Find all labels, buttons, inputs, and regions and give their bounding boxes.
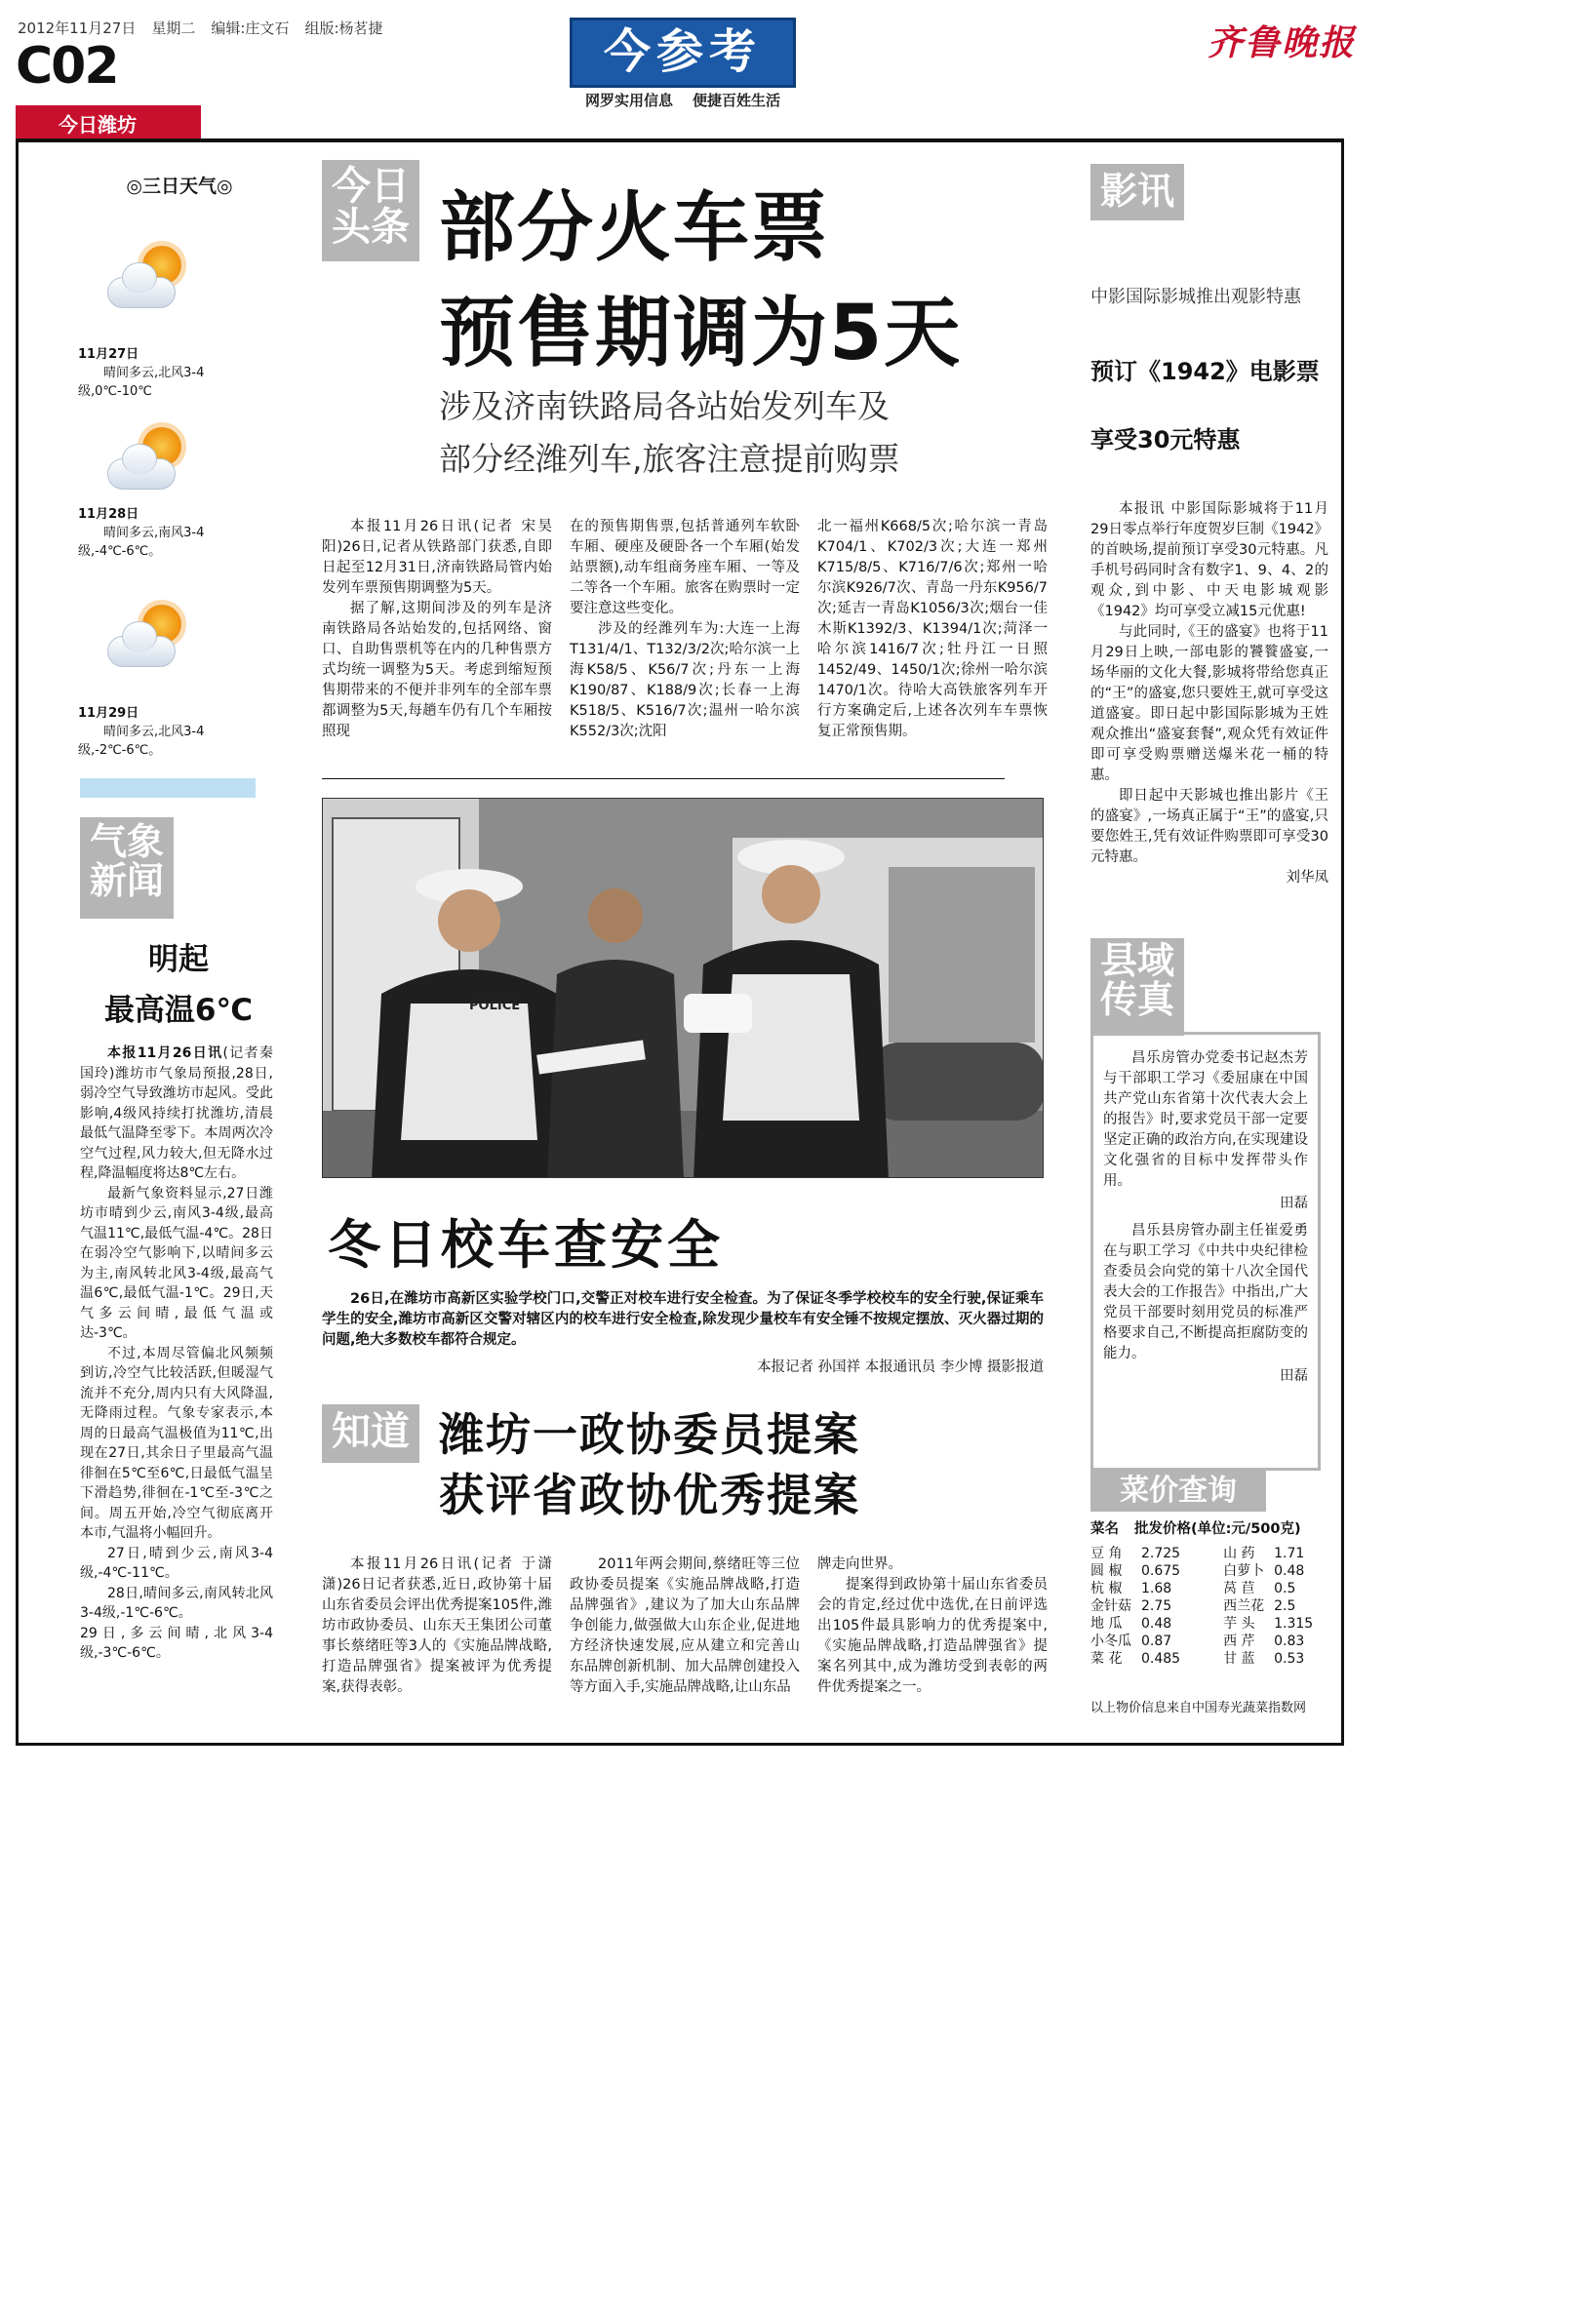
- paragraph: 本报讯 中影国际影城将于11月29日零点举行年度贺岁巨制《1942》的首映场,提前预订享受30元特惠。凡手机号码同时含有数字1、9、4、2的观众,到中影、中天电影城观影《1942》均可享受立减15元优惠!: [1090, 501, 1328, 619]
- subtitle-line: 涉及济南铁路局各站始发列车及: [439, 387, 890, 425]
- kicker-line: 县域: [1099, 939, 1174, 982]
- issue-weekday: 星期二: [151, 20, 196, 37]
- kicker-line: 今日: [332, 164, 410, 209]
- veg-price-row: [1090, 1580, 1319, 1597]
- weather-icon-day1: [107, 246, 187, 308]
- veg-price-row: [1090, 1633, 1319, 1650]
- veg-price-cell: 1.68: [1141, 1581, 1172, 1596]
- title-line: 部分火车票: [439, 184, 830, 272]
- county-item-author: 田磊: [1280, 1368, 1308, 1384]
- banner-slogan-left: 网罗实用信息: [584, 92, 673, 109]
- veg-name-cell: 白萝卜: [1223, 1563, 1265, 1579]
- partly-cloudy-icon: [107, 605, 187, 667]
- proposal-col1: [322, 1555, 552, 1698]
- title-line: 获评省政协优秀提案: [439, 1469, 860, 1521]
- kicker-line: 新闻: [89, 858, 164, 902]
- veg-price-table: [1090, 1545, 1319, 1668]
- paragraph: 本报11月26日讯(记者 宋昊阳)26日,记者从铁路部门获悉,自即日起至12月31日,济南铁路局管内始发列车票预售期调整为5天。: [322, 519, 552, 596]
- veg-price-cell: 0.675: [1141, 1563, 1181, 1579]
- movie-kicker: 影讯: [1090, 164, 1184, 220]
- veg-price-row: [1090, 1545, 1319, 1562]
- county-item: 昌乐房管办党委书记赵杰芳与干部职工学习《委屈康在中国共产党山东省第十次代表大会上的报告》时,要求党员干部一定要坚定正确的政治方向,在实现建设文化强省的目标中发挥带头作用。: [1103, 1050, 1308, 1189]
- banner: [570, 18, 796, 107]
- weather-news-headline: [78, 934, 279, 1036]
- veg-name-cell: 甘 蓝: [1223, 1651, 1255, 1667]
- title-line: 预订《1942》电影票: [1090, 358, 1320, 385]
- paragraph: 即日起中天影城也推出影片《王的盛宴》,一场真正属于“王”的盛宴,只要您姓王,凭有效证件购票即可享受30元特惠。: [1090, 788, 1328, 865]
- paragraph: 28日,晴间多云,南风转北风3-4级,-1℃-6℃。: [80, 1585, 273, 1621]
- title-line: 预售期调为5天: [439, 290, 963, 377]
- paragraph: 牌走向世界。: [817, 1556, 902, 1572]
- veg-price-row: [1090, 1615, 1319, 1633]
- kicker-line: 传真: [1099, 977, 1174, 1021]
- title-line: 潍坊一政协委员提案: [439, 1408, 860, 1461]
- kicker-line: 气象: [89, 820, 164, 863]
- county-item: 昌乐县房管办副主任崔爱勇在与职工学习《中共中央纪律检查委员会向党的第十八次全国代表大会的工作报告》中指出,广大党员干部要时刻用党员的标准严格要求自己,不断提高拒腐防变的能力。: [1103, 1223, 1308, 1361]
- weather-icon-day3: [107, 605, 187, 667]
- movie-author: 刘华凤: [1286, 870, 1328, 886]
- veg-price-cell: 0.48: [1274, 1563, 1305, 1579]
- weather-day-2: [78, 505, 273, 561]
- proposal-col2: [570, 1555, 800, 1698]
- veg-name-cell: 小冬瓜: [1090, 1634, 1131, 1649]
- veg-name-cell: 圆 椒: [1090, 1563, 1123, 1579]
- partly-cloudy-icon: [107, 427, 187, 490]
- veg-name-cell: 杭 椒: [1090, 1581, 1123, 1596]
- veg-price-kicker: 菜价查询: [1090, 1471, 1266, 1512]
- issue-date: 2012年11月27日: [18, 20, 137, 37]
- veg-price-row: [1090, 1650, 1319, 1668]
- paragraph: 29日,多云间晴,北风3-4级,-3℃-6℃。: [80, 1625, 273, 1661]
- proposal-title: [439, 1404, 1024, 1525]
- paragraph: 据了解,这期间涉及的列车是济南铁路局各站始发的,包括网络、窗口、自助售票机等在内的几种售票方式均统一调整为5天。考虑到缩短预售期带来的不便并非列车的全部车票都调整为5天,每趟车仍有几个车厢按照现: [322, 601, 552, 739]
- proposal-kicker: 知道: [322, 1404, 419, 1463]
- weather-divider: [80, 778, 256, 798]
- veg-price-cell: 1.71: [1274, 1546, 1305, 1561]
- photo-illustration: [323, 799, 1044, 1178]
- weather-day-desc: 晴间多云,南风3-4级,-4℃-6℃。: [78, 526, 205, 559]
- weather-day-1: [78, 345, 273, 401]
- school-bus-photo: [322, 798, 1044, 1178]
- veg-name-cell: 豆 角: [1090, 1546, 1123, 1561]
- lead-story-col1: [322, 517, 552, 742]
- divider: [322, 778, 1005, 779]
- movie-body: [1090, 499, 1328, 888]
- veg-name-cell: 西兰花: [1223, 1598, 1265, 1614]
- editor-credit: 编辑:庄文石: [211, 20, 290, 37]
- movie-pre-title: 中影国际影城推出观影特惠: [1090, 287, 1301, 307]
- layout-credit: 组版:杨茗捷: [304, 20, 383, 37]
- title-line: 享受30元特惠: [1090, 426, 1241, 453]
- veg-name-cell: 西 芹: [1223, 1634, 1255, 1649]
- paragraph: 27日,晴到少云,南风3-4级,-4℃-11℃。: [80, 1545, 273, 1581]
- headline-line: 最高温6℃: [103, 993, 254, 1028]
- veg-name-cell: 地 瓜: [1090, 1616, 1123, 1632]
- veg-name-cell: 菜 花: [1090, 1651, 1123, 1667]
- proposal-col3: [817, 1555, 1048, 1698]
- weather-news-kicker: [80, 817, 174, 919]
- weather-news-body: [80, 1044, 273, 1664]
- kicker-line: 头条: [332, 205, 410, 250]
- veg-name-cell: 芋 头: [1223, 1616, 1255, 1632]
- weather-day-date: 11月28日: [78, 507, 139, 522]
- veg-price-row: [1090, 1597, 1319, 1615]
- veg-price-cell: 2.725: [1141, 1546, 1181, 1561]
- weather-day-3: [78, 704, 273, 760]
- paper-logo: 齐鲁晚报: [1208, 22, 1357, 63]
- lead-story-subtitle: [439, 380, 1005, 486]
- page-number: C02: [16, 37, 118, 96]
- weather-day-date: 11月27日: [78, 347, 139, 362]
- photo-story-title: 冬日校车查安全: [328, 1214, 724, 1276]
- lead-story-col2: [570, 517, 800, 742]
- veg-price-cell: 0.485: [1141, 1651, 1181, 1667]
- paragraph: 最新气象资料显示,27日潍坊市晴到少云,南风3-4级,最高气温11℃,最低气温-4℃。28日在弱冷空气影响下,以晴间多云为主,南风转北风3-4级,最高气温6℃,最低气温-1℃。29日,天气多云间晴,最低气温或达-3℃。: [80, 1185, 273, 1341]
- veg-price-cell: 0.87: [1141, 1634, 1172, 1649]
- veg-header-name: 菜名: [1090, 1521, 1119, 1537]
- paragraph: 北一福州K668/5次;哈尔滨一青岛K704/1、K702/3次;大连一郑州K715/8/5、K716/7/6次;郑州一哈尔滨K926/7次、青岛一丹东K956/7次;延吉一青岛K1056/3次;烟台一佳木斯K1392/3、K1394/1次;菏泽一哈尔滨1416/7次;牡丹江一日照1452/49、1450/1次;徐州一哈尔滨1470/1次。待哈大高铁旅客列车开行方案确定后,上述各次列车车票恢复正常预售期。: [817, 519, 1048, 739]
- veg-price-cell: 2.5: [1274, 1598, 1296, 1614]
- weather-day-date: 11月29日: [78, 706, 139, 721]
- lead-dateline: 本报11月26日讯: [107, 1045, 223, 1061]
- veg-price-table-wrap: [1090, 1545, 1334, 1668]
- header-meta: [18, 18, 427, 38]
- weather-day-desc: 晴间多云,北风3-4级,0℃-10℃: [78, 366, 205, 399]
- veg-price-cell: 0.5: [1274, 1581, 1296, 1596]
- veg-price-cell: 2.75: [1141, 1598, 1172, 1614]
- veg-header-price: 批发价格(单位:元/500克): [1134, 1521, 1301, 1537]
- lead-story-kicker: [322, 160, 419, 261]
- veg-price-header: [1090, 1517, 1334, 1538]
- paragraph: 2011年两会期间,蔡绪旺等三位政协委员提案《实施品牌战略,打造品牌强省》,建议为了加大山东品牌争创能力,做强做大山东企业,促进地方经济快速发展,应从建立和完善山东品牌创新机制、加大品牌创建投入等方面入手,实施品牌战略,让山东品: [570, 1556, 800, 1695]
- partly-cloudy-icon: [107, 246, 187, 308]
- veg-name-cell: 莴 苣: [1223, 1581, 1255, 1596]
- paragraph: 在的预售期售票,包括普通列车软卧车厢、硬座及硬卧各一个车厢(始发站票额),动车组商务座车厢、一等及二等各一个车厢。旅客在购票时一定要注意这些变化。: [570, 519, 800, 616]
- lead-story-title: [439, 176, 1005, 386]
- headline-line: 明起: [148, 942, 209, 977]
- lead-story-col3: [817, 517, 1048, 742]
- county-box: [1090, 1032, 1321, 1471]
- banner-title: 今参考: [570, 18, 796, 88]
- photo-credit: 本报记者 孙国祥 本报通讯员 李少博 摄影报道: [757, 1359, 1044, 1375]
- photo-caption: 26日,在潍坊市高新区实验学校门口,交警正对校车进行安全检查。为了保证冬季学校校车的安全行驶,保证乘车学生的安全,潍坊市高新区交警对辖区内的校车进行安全检查,除发现少量校车有安全锤不按规定摆放、灭火器过期的问题,绝大多数校车都符合规定。: [322, 1291, 1044, 1348]
- movie-title: [1090, 337, 1334, 474]
- veg-price-cell: 1.315: [1274, 1616, 1314, 1632]
- veg-price-cell: 0.48: [1141, 1616, 1172, 1632]
- weather-day-desc: 晴间多云,北风3-4级,-2℃-6℃。: [78, 725, 205, 758]
- paragraph: 本报11月26日讯(记者 于潇潇)26日记者获悉,近日,政协第十届山东省委员会评出优秀提案105件,潍坊市政协委员、山东天王集团公司董事长蔡绪旺等3人的《实施品牌战略,打造品牌强省》提案被评为优秀提案,获得表彰。: [322, 1556, 552, 1695]
- section-tab[interactable]: 今日潍坊: [16, 105, 201, 141]
- veg-price-row: [1090, 1562, 1319, 1580]
- paragraph: 不过,本周尽管偏北风频频到访,冷空气比较活跃,但暖湿气流并不充分,周内只有大风降温,无降雨过程。气象专家表示,本周的日最高气温极值为11℃,出现在27日,其余日子里最高气温徘徊在5℃至6℃,日最低气温呈下滑趋势,徘徊在-1℃至-3℃之间。周五开始,冷空气彻底离开本市,气温将小幅回升。: [80, 1345, 273, 1541]
- weather-title: ◎三日天气◎: [126, 176, 233, 197]
- paragraph: (记者秦国玲)潍坊市气象局预报,28日,弱冷空气导致潍坊市起风。受此影响,4级风持续打扰潍坊,清晨最低气温降至零下。本周两次冷空气过程,风力较大,但无降水过程,降温幅度将达8℃左右。: [80, 1045, 273, 1181]
- veg-price-cell: 0.53: [1274, 1651, 1305, 1667]
- banner-slogan-right: 便捷百姓生活: [693, 92, 781, 109]
- weather-icon-day2: [107, 427, 187, 490]
- county-item-author: 田磊: [1280, 1196, 1308, 1211]
- paragraph: 涉及的经潍列车为:大连一上海T131/4/1、T132/3/2次;哈尔滨一上海K58/5、K56/7次;丹东一上海K190/87、K188/9次;长春一上海K518/5、K516/7次;温州一哈尔滨K552/3次;沈阳: [570, 621, 800, 739]
- veg-price-cell: 0.83: [1274, 1634, 1305, 1649]
- veg-name-cell: 山 药: [1223, 1546, 1255, 1561]
- paragraph: 提案得到政协第十届山东省委员会的肯定,经过优中选优,在日前评选出105件最具影响力的优秀提案中,《实施品牌战略,打造品牌强省》提案名列其中,成为潍坊受到表彰的两件优秀提案之一。: [817, 1577, 1048, 1695]
- county-kicker: [1090, 938, 1184, 1036]
- subtitle-line: 部分经潍列车,旅客注意提前购票: [439, 440, 900, 478]
- paragraph: 与此同时,《王的盛宴》也将于11月29日上映,一部电影的饕餮盛宴,一场华丽的文化大餐,影城将带给您真正的“王”的盛宴,您只要姓王,就可享受这道盛宴。即日起中影国际影城为王姓观众推出“盛宴套餐”,观众凭有效证件即可享受购票赠送爆米花一桶的特惠。: [1090, 624, 1328, 783]
- police-badge-text: POLICE: [469, 999, 521, 1013]
- veg-price-source: 以上物价信息来自中国寿光蔬菜指数网: [1090, 1701, 1307, 1715]
- veg-name-cell: 金针菇: [1090, 1598, 1131, 1614]
